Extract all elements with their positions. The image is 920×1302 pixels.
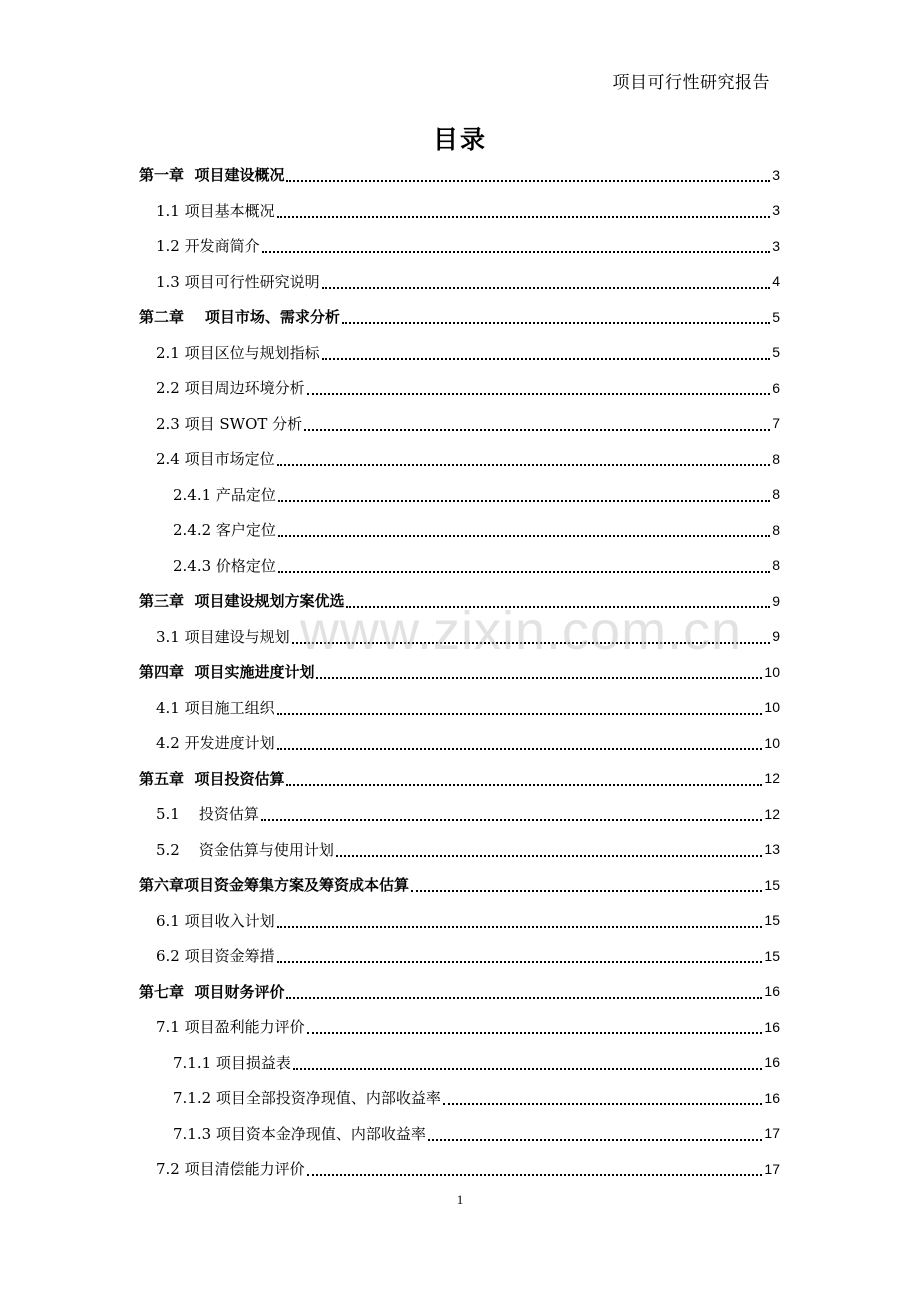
toc-dot-leader (277, 215, 771, 218)
toc-dot-leader (336, 854, 762, 857)
toc-entry-page: 12 (764, 770, 780, 787)
toc-dot-leader (316, 676, 762, 679)
toc-entry-page: 10 (764, 699, 780, 716)
toc-entry-text: 4.1 项目施工组织 (156, 698, 275, 717)
toc-entry-text: 1.3 项目可行性研究说明 (156, 272, 320, 291)
toc-dot-leader (322, 357, 771, 360)
toc-entry-text: 2.4.1 产品定位 (173, 485, 276, 504)
toc-title: 目录 (432, 125, 487, 154)
toc-dot-leader (277, 463, 771, 466)
toc-dot-leader (286, 996, 762, 999)
toc-entry-text: 第六章项目资金筹集方案及筹资成本估算 (139, 876, 410, 895)
toc-entry[interactable] (139, 654, 780, 690)
toc-entry-page: 8 (772, 450, 780, 467)
toc-entry-page: 8 (772, 486, 780, 503)
toc-entry-text: 第三章 项目建设规划方案优选 (139, 592, 345, 611)
toc-entry[interactable] (139, 903, 780, 939)
toc-dot-leader (261, 818, 762, 821)
toc-dot-leader (293, 1067, 762, 1070)
toc-entry[interactable] (139, 796, 780, 832)
toc-entry[interactable] (139, 690, 780, 726)
toc-entry[interactable] (139, 725, 780, 761)
toc-entry[interactable] (139, 299, 780, 335)
table-of-contents (139, 157, 780, 1187)
toc-entry-page: 16 (764, 983, 780, 1000)
toc-entry[interactable] (139, 583, 780, 619)
toc-entry[interactable] (139, 1045, 780, 1081)
toc-dot-leader (262, 250, 771, 253)
toc-dot-leader (278, 499, 770, 502)
toc-entry[interactable] (139, 548, 780, 584)
toc-entry[interactable] (139, 619, 780, 655)
toc-dot-leader (278, 534, 770, 537)
toc-entry[interactable] (139, 1009, 780, 1045)
toc-entry[interactable] (139, 512, 780, 548)
toc-entry-page: 10 (764, 663, 780, 680)
toc-entry[interactable] (139, 761, 780, 797)
toc-entry-text: 第五章 项目投资估算 (139, 769, 285, 788)
toc-entry-page: 15 (764, 912, 780, 929)
toc-entry-page: 6 (772, 379, 780, 396)
toc-entry[interactable] (139, 228, 780, 264)
toc-entry-page: 15 (764, 876, 780, 893)
toc-entry[interactable] (139, 406, 780, 442)
toc-entry-text: 2.4.2 客户定位 (173, 521, 276, 540)
toc-entry[interactable] (139, 1116, 780, 1152)
toc-entry-page: 12 (764, 805, 780, 822)
toc-entry-page: 16 (764, 1089, 780, 1106)
toc-entry-text: 7.1.1 项目损益表 (173, 1053, 291, 1072)
toc-entry-page: 17 (764, 1160, 780, 1177)
toc-entry-page: 9 (772, 592, 780, 609)
toc-entry[interactable] (139, 157, 780, 193)
toc-entry-text: 7.1.2 项目全部投资净现值、内部收益率 (173, 1089, 441, 1108)
toc-dot-leader (322, 286, 771, 289)
toc-entry-text: 5.1 投资估算 (156, 805, 259, 824)
toc-entry-text: 6.1 项目收入计划 (156, 911, 275, 930)
toc-entry-text: 2.1 项目区位与规划指标 (156, 343, 320, 362)
toc-entry-text: 2.2 项目周边环境分析 (156, 379, 305, 398)
toc-entry-page: 8 (772, 557, 780, 574)
toc-dot-leader (411, 889, 762, 892)
toc-dot-leader (428, 1138, 762, 1141)
toc-entry-text: 1.1 项目基本概况 (156, 201, 275, 220)
toc-dot-leader (286, 783, 762, 786)
toc-entry-page: 3 (772, 237, 780, 254)
toc-entry-page: 3 (772, 202, 780, 219)
toc-entry-page: 4 (772, 273, 780, 290)
toc-dot-leader (286, 179, 770, 182)
toc-dot-leader (346, 605, 770, 608)
toc-entry[interactable] (139, 832, 780, 868)
toc-entry-page: 17 (764, 1125, 780, 1142)
toc-dot-leader (307, 1031, 763, 1034)
toc-entry-text: 6.2 项目资金筹措 (156, 947, 275, 966)
toc-entry-page: 5 (772, 344, 780, 361)
toc-entry-page: 16 (764, 1054, 780, 1071)
toc-entry[interactable] (139, 974, 780, 1010)
toc-entry-text: 2.4 项目市场定位 (156, 450, 275, 469)
toc-dot-leader (304, 428, 770, 431)
toc-entry-text: 7.1 项目盈利能力评价 (156, 1018, 305, 1037)
toc-entry[interactable] (139, 370, 780, 406)
toc-entry-text: 4.2 开发进度计划 (156, 734, 275, 753)
toc-entry-page: 8 (772, 521, 780, 538)
toc-dot-leader (292, 641, 771, 644)
toc-entry[interactable] (139, 193, 780, 229)
toc-entry-text: 7.2 项目清偿能力评价 (156, 1160, 305, 1179)
toc-entry[interactable] (139, 264, 780, 300)
toc-entry-text: 2.3 项目 SWOT 分析 (156, 414, 303, 433)
toc-entry-text: 第七章 项目财务评价 (139, 982, 285, 1001)
toc-entry[interactable] (139, 1151, 780, 1187)
toc-entry[interactable] (139, 441, 780, 477)
toc-entry-page: 7 (772, 415, 780, 432)
toc-dot-leader (307, 392, 771, 395)
toc-entry[interactable] (139, 477, 780, 513)
toc-dot-leader (277, 960, 763, 963)
toc-entry-text: 1.2 开发商简介 (156, 237, 260, 256)
toc-dot-leader (307, 1173, 763, 1176)
toc-entry-text: 5.2 资金估算与使用计划 (156, 840, 334, 859)
toc-entry-page: 16 (764, 1018, 780, 1035)
toc-entry[interactable] (139, 938, 780, 974)
watermark: www.zixin.com.cn (300, 601, 743, 661)
toc-entry[interactable] (139, 1080, 780, 1116)
toc-dot-leader (277, 925, 763, 928)
toc-entry-page: 15 (764, 947, 780, 964)
toc-entry-page: 5 (772, 308, 780, 325)
toc-entry-text: 第一章 项目建设概况 (139, 166, 285, 185)
toc-entry-text: 第四章 项目实施进度计划 (139, 663, 315, 682)
toc-dot-leader (342, 321, 770, 324)
toc-dot-leader (278, 570, 770, 573)
toc-dot-leader (443, 1102, 762, 1105)
toc-entry-text: 第二章 项目市场、需求分析 (139, 308, 340, 327)
toc-entry-page: 3 (772, 166, 780, 183)
document-header-title: 项目可行性研究报告 (612, 73, 770, 93)
toc-entry-page: 13 (764, 841, 780, 858)
toc-dot-leader (277, 712, 763, 715)
toc-entry-text: 2.4.3 价格定位 (173, 556, 276, 575)
toc-dot-leader (277, 747, 763, 750)
toc-entry-text: 3.1 项目建设与规划 (156, 627, 290, 646)
toc-entry[interactable] (139, 335, 780, 371)
toc-entry-page: 10 (764, 734, 780, 751)
toc-entry-text: 7.1.3 项目资本金净现值、内部收益率 (173, 1124, 426, 1143)
toc-entry[interactable] (139, 867, 780, 903)
page-number: 1 (456, 1192, 464, 1207)
toc-entry-page: 9 (772, 628, 780, 645)
